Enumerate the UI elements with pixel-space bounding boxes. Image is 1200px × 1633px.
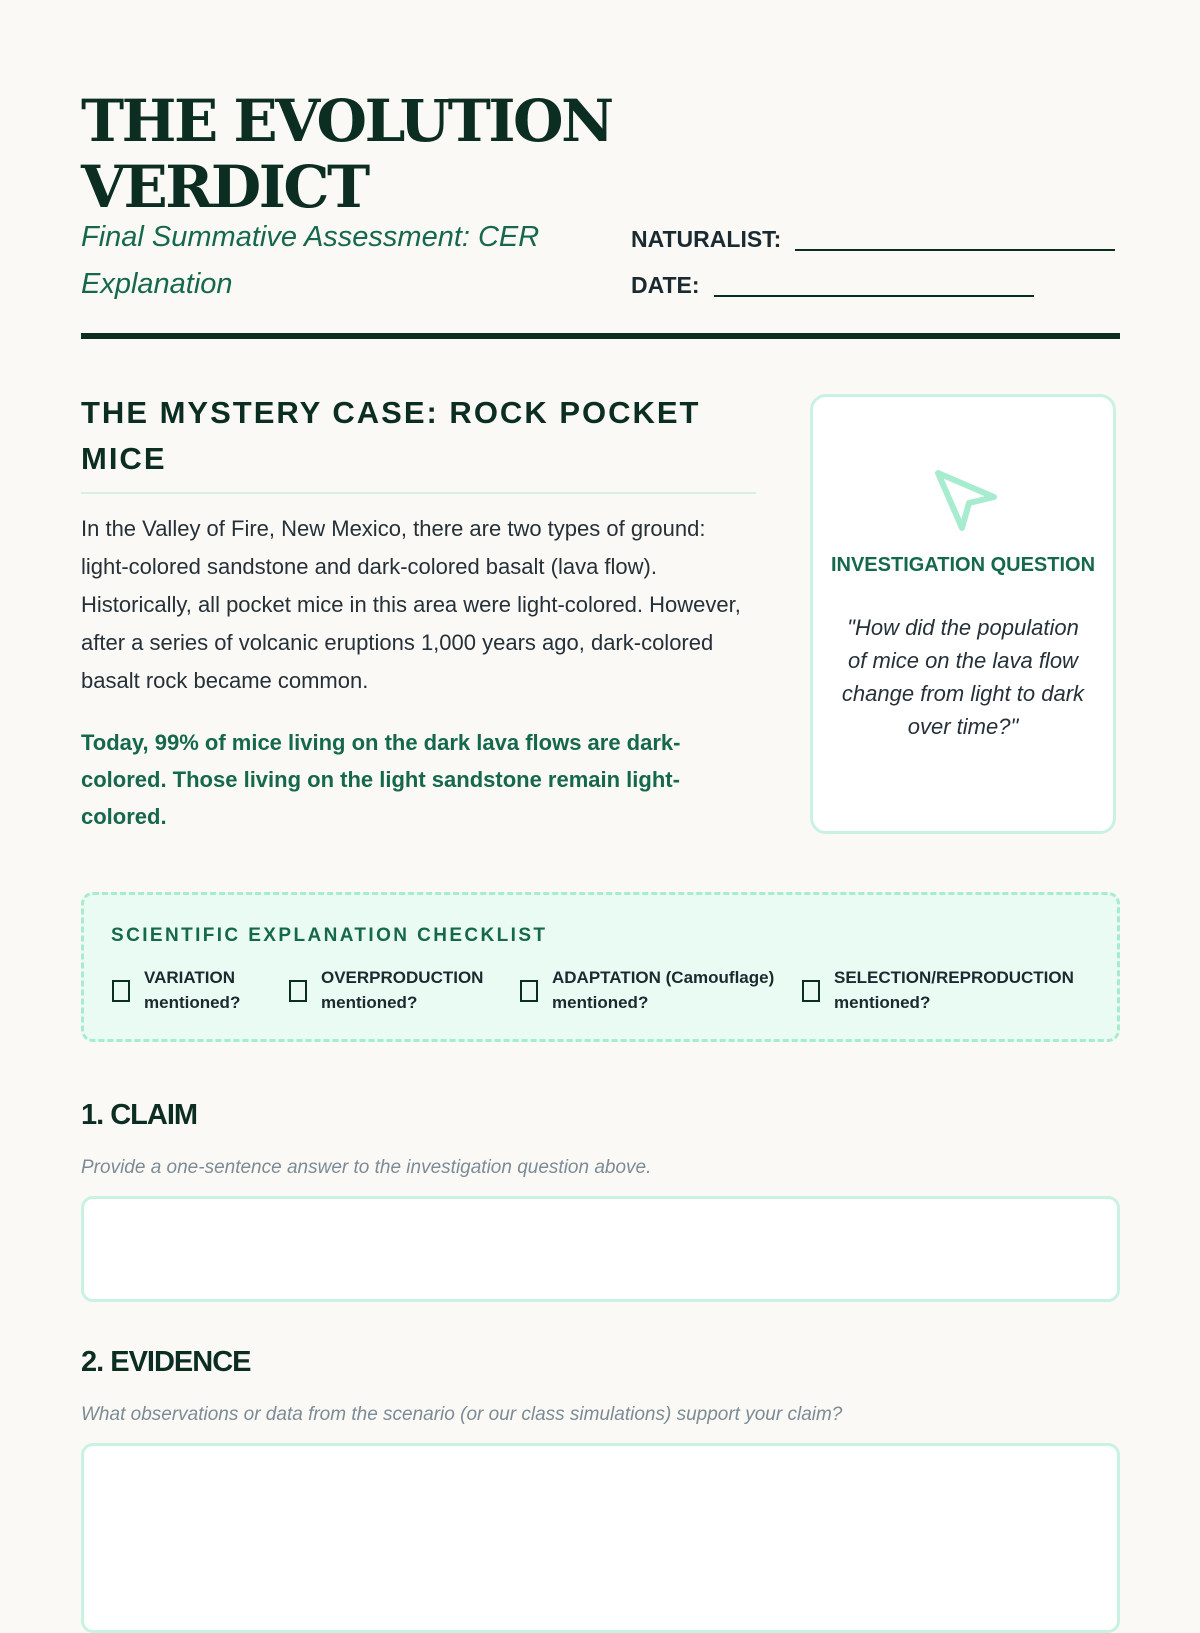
checklist-item-label: OVERPRODUCTION <box>321 968 484 987</box>
mystery-case-section <box>81 390 756 835</box>
claim-answer-box[interactable] <box>81 1196 1120 1302</box>
checklist-title: SCIENTIFIC EXPLANATION CHECKLIST <box>111 925 548 946</box>
checklist-item-overproduction[interactable] <box>289 965 483 1015</box>
checklist-item-variation[interactable] <box>112 965 240 1015</box>
checklist-item-label: ADAPTATION (Camouflage) <box>552 968 775 987</box>
checklist-item-sublabel: mentioned? <box>552 993 649 1012</box>
checklist-item-sublabel: mentioned? <box>144 993 241 1012</box>
investigation-question-card <box>810 394 1116 834</box>
case-body: In the Valley of Fire, New Mexico, there are two types of ground: light-colored sandstone and dark-colored basalt (lava flow). Historically, all pocket mice in this area were light-colored. However, after a series of volcanic eruptions 1,000 years ago, dark-colored basalt rock became common. <box>81 516 741 693</box>
evidence-answer-box[interactable] <box>81 1443 1120 1633</box>
claim-prompt: Provide a one-sentence answer to the investigation question above. <box>81 1157 652 1178</box>
evidence-heading: 2. EVIDENCE <box>81 1346 251 1378</box>
checkbox[interactable] <box>802 980 820 1002</box>
checklist-item-adaptation[interactable] <box>520 965 774 1015</box>
date-label: DATE: <box>631 272 700 298</box>
checkbox[interactable] <box>112 980 130 1002</box>
checklist-item-selection[interactable] <box>802 965 1074 1015</box>
checklist-item-label: VARIATION <box>144 968 235 987</box>
naturalist-field <box>631 226 1115 253</box>
case-highlight: Today, 99% of mice living on the dark lava flows are dark-colored. Those living on the light sandstone remain light-colored. <box>81 730 681 829</box>
question-label: INVESTIGATION QUESTION <box>830 554 1096 576</box>
header-divider <box>81 333 1120 339</box>
explanation-checklist <box>81 892 1120 1042</box>
date-input-line[interactable] <box>714 295 1034 297</box>
cursor-arrow-icon <box>932 467 998 537</box>
checklist-item-sublabel: mentioned? <box>834 993 931 1012</box>
page-title: THE EVOLUTION VERDICT <box>81 87 612 221</box>
naturalist-label: NATURALIST: <box>631 226 782 252</box>
naturalist-input-line[interactable] <box>795 249 1115 251</box>
date-field <box>631 272 1034 299</box>
page-subtitle: Final Summative Assessment: CER Explanation <box>81 221 540 300</box>
checkbox[interactable] <box>289 980 307 1002</box>
checklist-item-label: SELECTION/REPRODUCTION <box>834 968 1074 987</box>
question-text: "How did the population of mice on the lava flow change from light to dark over time?" <box>841 615 1085 739</box>
checkbox[interactable] <box>520 980 538 1002</box>
evidence-prompt: What observations or data from the scenario (or our class simulations) support your claim? <box>81 1404 843 1425</box>
case-heading: THE MYSTERY CASE: ROCK POCKET MICE <box>81 390 756 494</box>
claim-heading: 1. CLAIM <box>81 1099 198 1131</box>
checklist-item-sublabel: mentioned? <box>321 993 418 1012</box>
